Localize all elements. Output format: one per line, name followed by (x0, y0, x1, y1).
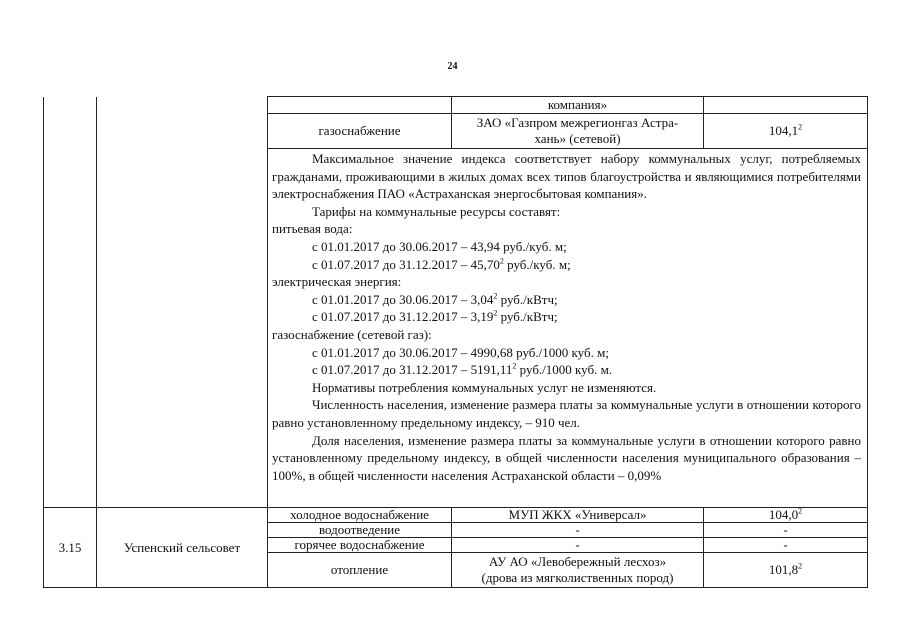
table-row (44, 508, 868, 523)
service-cell: водоотведение (268, 523, 452, 538)
index-cell: - (704, 538, 868, 553)
provider-cell (452, 553, 704, 588)
footnote-mark: 2 (493, 309, 498, 319)
index-cell (704, 97, 868, 114)
provider-line: (дрова из мягколиственных пород) (481, 570, 674, 585)
tariff-line (272, 361, 861, 379)
footnote-mark: 2 (512, 361, 517, 371)
tariff-text: с 01.07.2017 до 31.12.2017 – 3,19 (312, 309, 494, 325)
footnote-mark: 2 (493, 291, 498, 301)
tariff-unit: руб./кВтч; (497, 291, 558, 307)
tariff-line (272, 256, 861, 274)
tariff-text: с 01.07.2017 до 31.12.2017 – 5191,11 (312, 362, 513, 378)
service-cell: горячее водоснабжение (268, 538, 452, 553)
footnote-mark: 2 (499, 256, 504, 266)
tariff-text: с 01.07.2017 до 31.12.2017 – 45,70 (312, 256, 500, 272)
provider-cell: компания» (452, 97, 704, 114)
index-cell (704, 553, 868, 588)
provider-cell: - (452, 523, 704, 538)
description-paragraph: Тарифы на коммунальные ресурсы составят: (312, 203, 561, 219)
tariff-line (272, 291, 861, 309)
page-number: 24 (447, 61, 458, 72)
index-value: 104,0 (768, 507, 799, 522)
tariff-line: с 01.01.2017 до 30.06.2017 – 4990,68 руб./1000 куб. м; (312, 344, 609, 360)
description-cell (268, 149, 868, 508)
index-cell: - (704, 523, 868, 538)
service-cell: холодное водоснабжение (268, 508, 452, 523)
footnote-mark: 2 (798, 561, 803, 571)
service-cell: отопление (268, 553, 452, 588)
tariff-line (272, 308, 861, 326)
resource-title: питьевая вода: (272, 221, 353, 237)
description-paragraph: Численность населения, изменение размера платы за коммунальные услуги в отношении которого равно установленному предельному индексу, – 910 чел. (272, 397, 861, 430)
provider-cell: - (452, 538, 704, 553)
service-cell: газоснабжение (268, 114, 452, 149)
provider-cell: МУП ЖКХ «Универсал» (452, 508, 704, 523)
tariff-unit: руб./1000 куб. м. (516, 362, 613, 378)
resource-title: электрическая энергия: (272, 274, 402, 290)
index-cell (704, 508, 868, 523)
provider-line: АУ АО «Левобережный лесхоз» (488, 554, 667, 569)
tariff-table (43, 96, 868, 588)
table-row (44, 97, 868, 114)
index-value: 101,8 (768, 562, 799, 577)
provider-cell (452, 114, 704, 149)
description-paragraph: Нормативы потребления коммунальных услуг не изменяются. (312, 379, 657, 395)
tariff-text: с 01.01.2017 до 30.06.2017 – 3,04 (312, 291, 494, 307)
tariff-unit: руб./кВтч; (497, 309, 558, 325)
settlement-number: 3.15 (44, 508, 97, 588)
resource-title: газоснабжение (сетевой газ): (272, 326, 432, 342)
provider-line: ЗАО «Газпром межрегионгаз Астра- (476, 115, 679, 130)
settlement-cell-empty (97, 97, 268, 508)
number-cell-empty (44, 97, 97, 508)
description-paragraph: Доля населения, изменение размера платы за коммунальные услуги в отношении которого равно установленному предельному индексу, в общей численности населения муниципального образования – 100%, в общей численности населения Астраханской области – 0,09% (272, 432, 861, 483)
footnote-mark: 2 (798, 122, 803, 132)
index-cell (704, 114, 868, 149)
service-cell (268, 97, 452, 114)
index-value: 104,1 (768, 123, 799, 138)
tariff-line: с 01.01.2017 до 30.06.2017 – 43,94 руб./куб. м; (312, 238, 567, 254)
tariff-unit: руб./куб. м; (503, 256, 571, 272)
settlement-name: Успенский сельсовет (97, 508, 268, 588)
footnote-mark: 2 (798, 506, 803, 516)
provider-line: хань» (сетевой) (534, 131, 621, 146)
description-paragraph: Максимальное значение индекса соответствует набору коммунальных услуг, потребляемых гражданами, проживающими в жилых домах всех типов благоустройства и являющимися потребителями электроснабжения ПАО «Астраханская энергосбытовая компания». (272, 151, 861, 202)
